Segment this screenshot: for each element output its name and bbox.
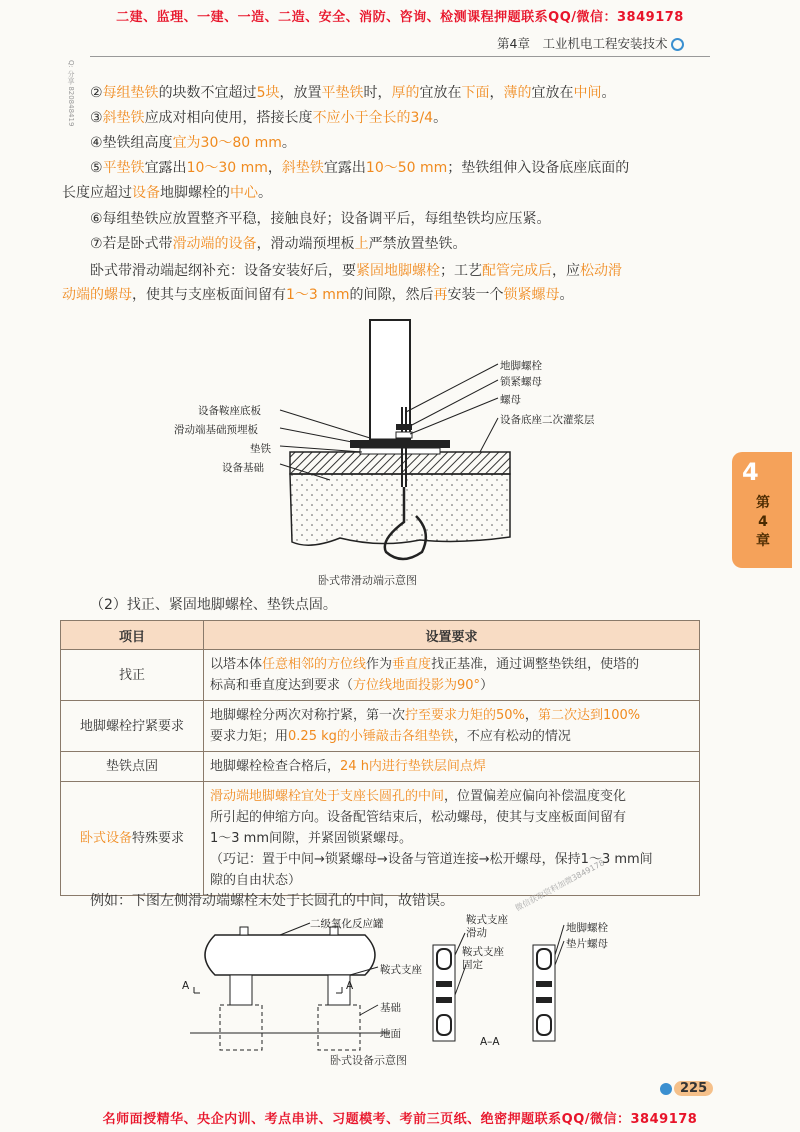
bottom-banner: 名师面授精华、央企内训、考点串讲、习题模考、考前三页纸、绝密押题联系QQ/微信：3849178 [102, 1112, 698, 1127]
header-divider [90, 56, 710, 57]
equipment-foundation [290, 474, 510, 545]
figure1-caption: 卧式带滑动端示意图 [318, 574, 417, 587]
row-item: 卧式设备特殊要求 [61, 782, 204, 896]
left-foundation [220, 1005, 262, 1050]
grout-layer [290, 452, 510, 474]
paragraph-8-cont: 动端的螺母，使其与支座板面间留有1～3 mm的间隙，然后再安装一个锁紧螺母。 [62, 287, 574, 303]
paragraph-8: 卧式带滑动端起纲补充：设备安装好后，要紧固地脚螺栓；工艺配管完成后，应松动滑 [90, 263, 622, 279]
nut [396, 432, 412, 438]
chapter-tab-number: 4 [742, 458, 759, 486]
row-item: 找正 [61, 650, 204, 701]
paragraph-3: ③斜垫铁应成对相向使用，搭接长度不应小于全长的3/4。 [90, 110, 448, 126]
section-title: （2）找正、紧固地脚螺栓、垫铁点固。 [90, 597, 337, 613]
label-section-aa: A–A [480, 1036, 500, 1048]
chapter-header-text: 第4章 工业机电工程安装技术 [497, 36, 668, 51]
label-ground: 地面 [380, 1028, 401, 1040]
label-sliding-saddle: 鞍式支座 滑动 [466, 914, 508, 939]
label-foundation-2: 基础 [380, 1002, 401, 1014]
left-saddle [230, 975, 252, 1005]
paragraph-7: ⑦若是卧式带滑动端的设备，滑动端预埋板上严禁放置垫铁。 [90, 236, 467, 252]
table-row [61, 752, 700, 782]
reactor-vessel [205, 935, 375, 975]
label-saddle-plate: 设备鞍座底板 [198, 405, 261, 417]
label-a-right: A [346, 980, 354, 992]
paragraph-2: ②每组垫铁的块数不宜超过5块，放置平垫铁时，厚的宜放在下面，薄的宜放在中间。 [90, 85, 616, 101]
paragraph-5-cont: 长度应超过设备地脚螺栓的中心。 [62, 185, 272, 201]
label-foundation: 设备基础 [222, 462, 264, 474]
side-watermark: Q: 分享 820848419 [67, 60, 75, 127]
header-requirement: 设置要求 [204, 621, 700, 650]
label-nut: 螺母 [500, 394, 521, 406]
paragraph-4: ④垫铁组高度宜为30～80 mm。 [90, 135, 296, 151]
label-bolt-2: 地脚螺栓 [566, 922, 608, 934]
row-item: 地脚螺栓拧紧要求 [61, 701, 204, 752]
row-requirement: 滑动端地脚螺栓宜处于支座长圆孔的中间，位置偏差应偏向补偿温度变化 所引起的伸缩方向。设备配管结束后，松动螺母，使其与支座板面间留有 1～3 mm间隙，并紧固锁紧螺母。 （巧记：置于中间→锁紧螺母→设备与管道连接→松开螺母，保持1～3 mm间 隙的自由状态） [204, 782, 700, 896]
figure-sliding-end-diagram [180, 312, 540, 570]
chapter-tab [732, 452, 792, 568]
row-requirement: 地脚螺栓分两次对称拧紧，第一次拧至要求力矩的50%，第二次达到100% 要求力矩；用0.25 kg的小锤敲击各组垫铁，不应有松动的情况 [204, 701, 700, 752]
chapter-header [497, 34, 684, 52]
mid-watermark: 微信获取资料加微3849178 [513, 858, 606, 913]
table-header-row [61, 621, 700, 650]
header-item: 项目 [61, 621, 204, 650]
label-reactor: 二级氧化反应罐 [310, 918, 384, 930]
page-number [660, 1081, 713, 1096]
table-row [61, 650, 700, 701]
table-row [61, 701, 700, 752]
paragraph-5: ⑤平垫铁宜露出10～30 mm，斜垫铁宜露出10～50 mm；垫铁组伸入设备底座底面的 [90, 160, 630, 176]
label-washer-nut: 垫片螺母 [566, 938, 608, 950]
right-foundation [318, 1005, 360, 1050]
label-fixed-saddle: 鞍式支座 固定 [462, 946, 504, 971]
label-embedded-plate: 滑动端基础预埋板 [174, 424, 258, 436]
saddle-column [370, 320, 410, 440]
chapter-tab-label: 第4章 [756, 495, 770, 549]
label-lock-nut: 锁紧螺母 [500, 376, 542, 388]
paragraph-6: ⑥每组垫铁应放置整齐平稳，接触良好；设备调平后，每组垫铁均应压紧。 [90, 211, 551, 227]
row-item: 垫铁点固 [61, 752, 204, 782]
lock-nut [396, 424, 412, 430]
label-anchor-bolt: 地脚螺栓 [500, 360, 542, 372]
row-requirement: 地脚螺栓检查合格后，24 h内进行垫铁层间点焊 [204, 752, 700, 782]
label-grout-layer: 设备底座二次灌浆层 [500, 414, 595, 426]
label-a-left: A [182, 980, 190, 992]
example-text: 例如：下图左侧滑动端螺栓未处于长圆孔的中间，故错误。 [90, 893, 454, 909]
row-requirement: 以塔本体任意相邻的方位线作为垂直度找正基准，通过调整垫铁组，使塔的 标高和垂直度达到要求（方位线地面投影为90°） [204, 650, 700, 701]
location-pin-icon [671, 38, 684, 51]
figure2-caption: 卧式设备示意图 [330, 1054, 407, 1067]
table-row [61, 782, 700, 896]
top-banner: 二建、监理、一建、一造、二造、安全、消防、咨询、检测课程押题联系QQ/微信：3849178 [116, 10, 684, 25]
requirements-table [60, 620, 700, 896]
page-number-text: 225 [674, 1081, 713, 1096]
label-saddle-support: 鞍式支座 [380, 964, 422, 976]
label-shim: 垫铁 [250, 443, 271, 455]
page-marker-icon [660, 1083, 672, 1095]
shim [360, 448, 440, 454]
